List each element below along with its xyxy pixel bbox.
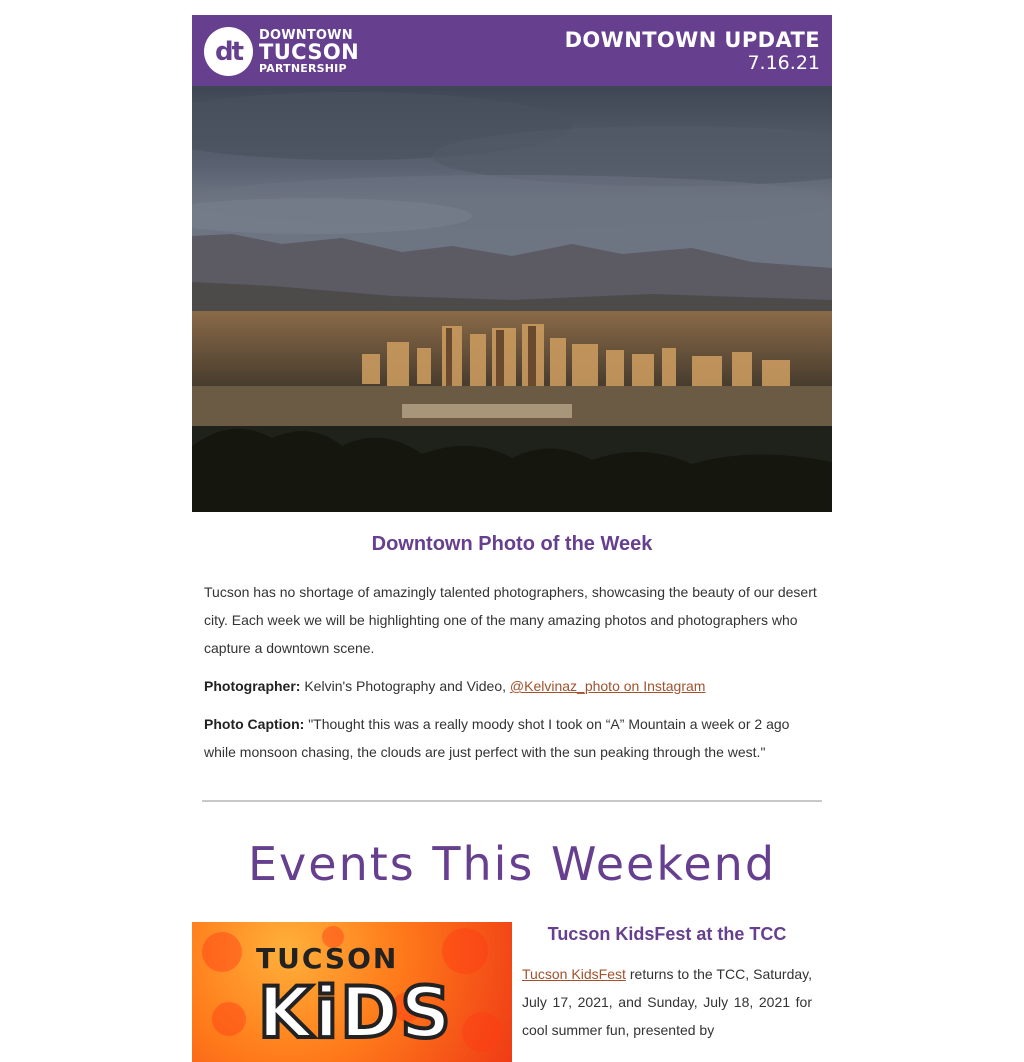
newsletter-date: 7.16.21 (747, 52, 820, 74)
logo-line-tucson: TUCSON (259, 40, 360, 64)
decor-dot (462, 1012, 502, 1052)
email-container (192, 15, 832, 1062)
photographer-name: Kelvin's Photography and Video, (300, 678, 510, 694)
hero-photo[interactable] (192, 86, 832, 512)
events-heading: Events This Weekend (247, 837, 777, 891)
newsletter-header (192, 15, 832, 86)
kidsfest-logo-tucson: TUCSON (256, 942, 399, 975)
kidsfest-link[interactable]: Tucson KidsFest (522, 966, 626, 982)
photo-of-week-heading: Downtown Photo of the Week (371, 533, 653, 555)
kidsfest-image[interactable] (192, 922, 512, 1062)
photo-caption-label: Photo Caption: (204, 716, 305, 732)
logo-line-partnership: PARTNERSHIP (259, 62, 347, 75)
decor-dot (442, 928, 488, 974)
hero-photo-illustration (192, 86, 832, 512)
photographer-label: Photographer: (204, 678, 301, 694)
decor-dot (202, 932, 242, 972)
downtown-tucson-logo[interactable] (204, 27, 359, 76)
kidsfest-logo-kids: KiDS (258, 972, 453, 1054)
event-body (522, 922, 812, 1044)
event-item (192, 922, 832, 1062)
dt-logo-icon: dt (204, 27, 253, 76)
photographer-instagram-link[interactable]: @Kelvinaz_photo on Instagram (509, 678, 706, 694)
event-title: Tucson KidsFest at the TCC (547, 924, 787, 944)
photo-of-week-intro: Tucson has no shortage of amazingly talented photographers, showcasing the beauty of our desert city. Each week we will be highlighting one of the many amazing photos and photographers who capture a downtown scene. (204, 584, 817, 656)
newsletter-title: DOWNTOWN UPDATE (564, 28, 820, 52)
decor-dot (212, 1002, 246, 1036)
logo-wordmark (259, 29, 359, 74)
event-description-text: returns to the TCC, Saturday, July 17, 2021, and Sunday, July 18, 2021 for cool summer fun, presented by (522, 966, 812, 1038)
photographer-credit (204, 672, 820, 700)
photo-of-week-section (192, 532, 832, 766)
section-divider (202, 800, 822, 802)
header-title-block (565, 28, 820, 74)
photo-caption (204, 710, 820, 766)
logo-line-downtown: DOWNTOWN (259, 28, 353, 43)
photo-caption-text: "Thought this was a really moody shot I took on “A” Mountain a week or 2 ago while monsoon chasing, the clouds are just perfect with the sun peaking through the west." (204, 716, 790, 760)
event-description (522, 960, 812, 1044)
